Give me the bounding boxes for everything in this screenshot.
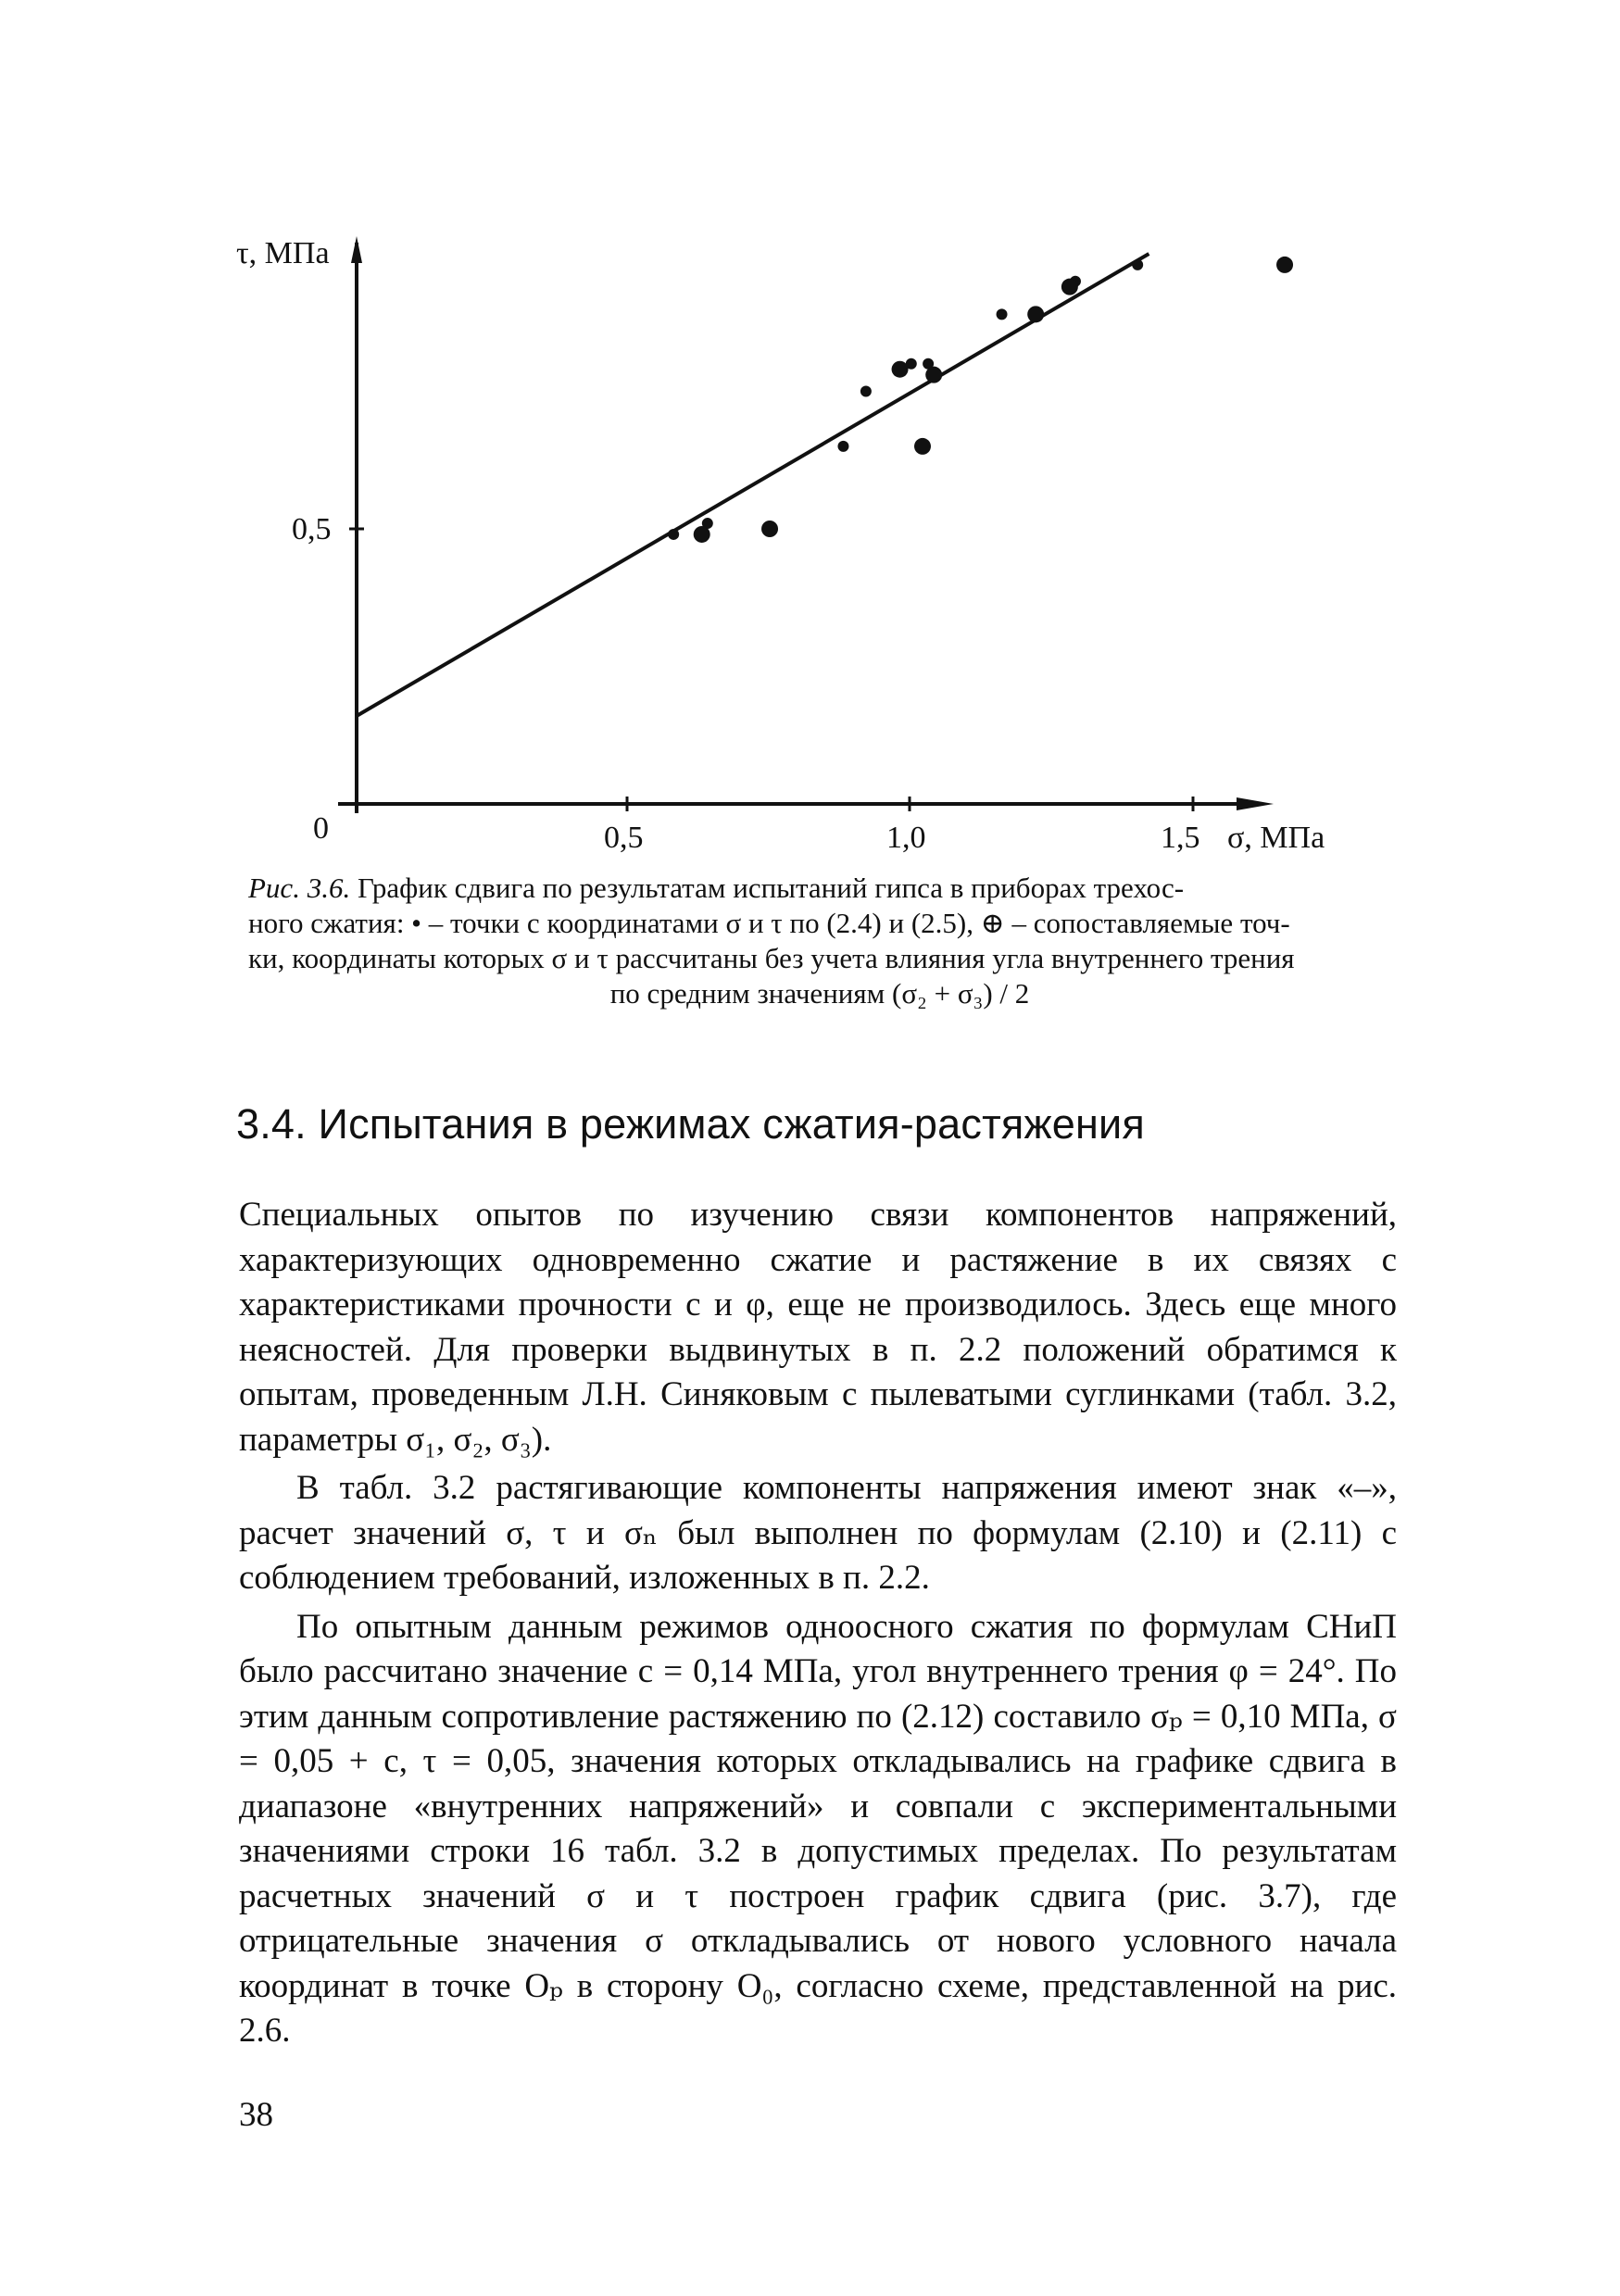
paragraph-1: Специальных опытов по изучению связи компонентов напряжений, характеризующих одновременно сжатие и растяжение в их связях с характеристиками прочности с и φ, еще не производилось. Здесь еще много неясностей. Для проверки выдвинутых в п. 2.2 положений обратимся к опытам, проведенным Л.Н. Синяковым с пылеватыми суглинками (табл. 3.2, параметры σ₁, σ₂, σ₃). <box>239 1196 1397 1459</box>
caption-label: Рис. 3.6. <box>248 872 351 904</box>
caption-line-2: ного сжатия: • – точки с координатами σ и τ по (2.4) и (2.5), ⊕ – сопоставляемые точ- <box>248 907 1290 939</box>
x-tick-label-0.5: 0,5 <box>604 821 644 855</box>
data-point-8 <box>1132 259 1143 270</box>
caption-line-3: ки, координаты которых σ и τ рассчитаны без учета влияния угла внутреннего трения <box>248 942 1295 974</box>
compared-point-0 <box>694 526 710 543</box>
figure-caption <box>248 871 1391 1011</box>
data-point-3 <box>860 386 872 397</box>
x-tick-label-1.0: 1,0 <box>886 821 926 855</box>
caption-line-4: по средним значениям (σ₂ + σ₃) / 2 <box>609 977 1030 1010</box>
page-number: 38 <box>239 2096 273 2134</box>
paragraph-2: В табл. 3.2 растягивающие компоненты напряжения имеют знак «–», расчет значений σ, τ и σₙ был выполнен по формулам (2.10) и (2.11) с соблюдением требований, изложенных в п. 2.2. <box>239 1469 1397 1597</box>
x-axis-arrow <box>1237 797 1274 810</box>
data-points <box>668 257 1293 543</box>
compared-point-7 <box>1276 257 1293 273</box>
body-text <box>239 1193 1397 2054</box>
compared-point-6 <box>1061 279 1078 295</box>
data-point-6 <box>997 308 1008 320</box>
caption-line-1: График сдвига по результатам испытаний гипса в приборах трехос- <box>357 872 1185 904</box>
data-point-0 <box>668 529 679 540</box>
shear-graph <box>0 0 1620 871</box>
y-axis-arrow <box>351 236 362 263</box>
origin-label: 0 <box>313 811 329 846</box>
compared-point-5 <box>1027 306 1044 322</box>
data-point-2 <box>837 441 848 452</box>
compared-point-3 <box>914 438 931 455</box>
compared-point-1 <box>761 521 778 537</box>
y-axis-label: τ, МПа <box>236 236 330 270</box>
section-title: 3.4. Испытания в режимах сжатия-растяжения <box>236 1100 1145 1148</box>
y-tick-label-0.5: 0,5 <box>292 512 332 546</box>
x-tick-label-1.5: 1,5 <box>1161 821 1200 855</box>
paragraph-3: По опытным данным режимов одноосного сжатия по формулам СНиП было рассчитано значение с = 0,14 МПа, угол внутреннего трения φ = 24°. По этим данным сопротивление растяжению по (2.12) составило σₚ = 0,10 МПа, σ = 0,05 + с, τ = 0,05, значения которых откладывались на графике сдвига в диапазоне «внутренних напряжений» и совпали с экспериментальными значениями строки 16 табл. 3.2 в допустимых пределах. По результатам расчетных значений σ и τ построен график сдвига (рис. 3.7), где отрицательные значения σ откладывались от нового условного начала координат в точке Oₚ в сторону O₀, согласно схеме, представленной на рис. 2.6. <box>239 1607 1397 2050</box>
trend-line <box>357 254 1149 716</box>
compared-point-4 <box>925 367 942 383</box>
compared-point-2 <box>892 361 909 378</box>
x-axis-label: σ, МПа <box>1227 821 1325 855</box>
